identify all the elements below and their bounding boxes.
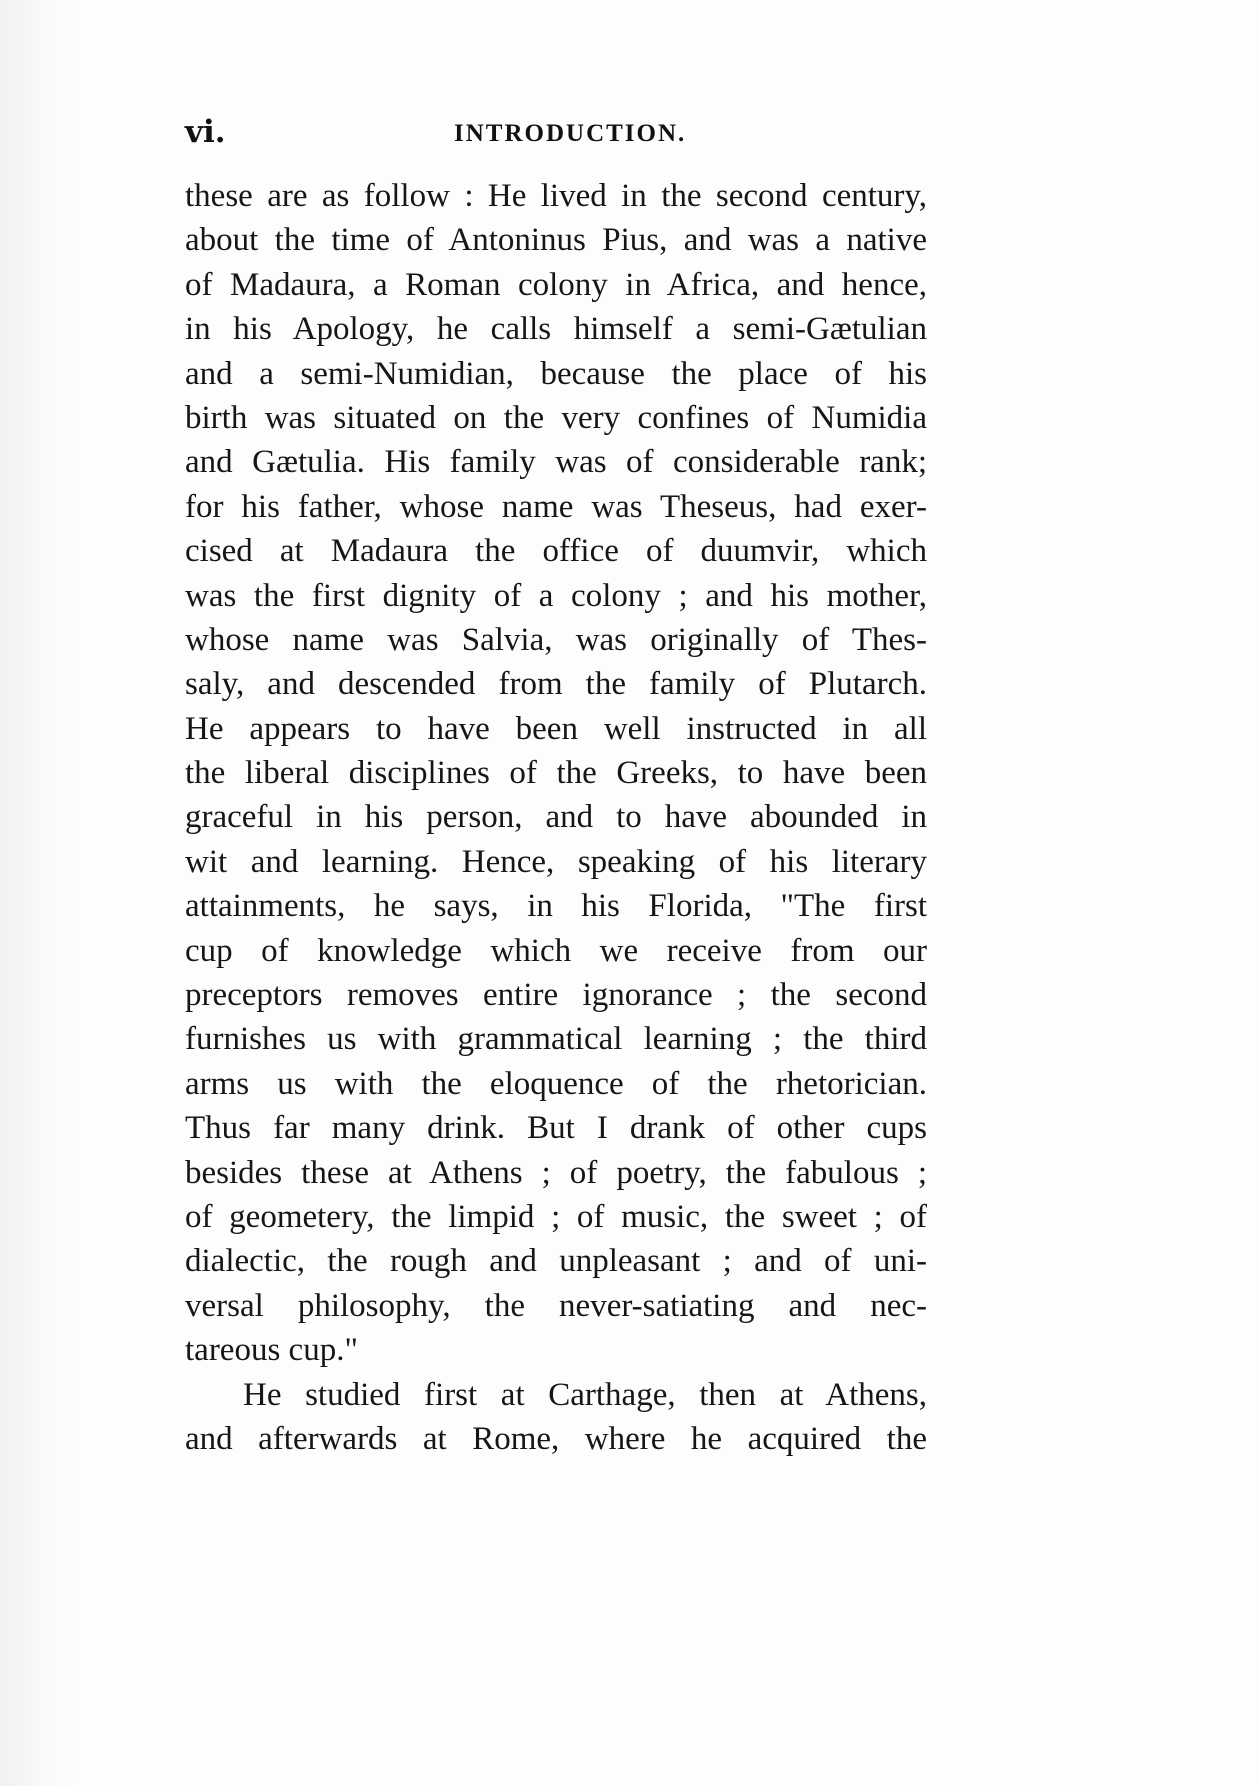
text-line-paragraph-start: He studied first at Carthage, then at Athens,	[243, 1376, 927, 1413]
text-line: and Gætulia. His family was of considerable rank;	[185, 444, 927, 481]
text-line: birth was situated on the very confines of Numidia	[185, 399, 927, 436]
text-line: and a semi-Numidian, because the place of his	[185, 355, 927, 392]
text-line: in his Apology, he calls himself a semi-Gætulian	[185, 311, 927, 348]
text-line: of geometery, the limpid ; of music, the sweet ; of	[185, 1198, 927, 1235]
text-line: graceful in his person, and to have abounded in	[185, 799, 927, 836]
text-line: dialectic, the rough and unpleasant ; and of uni-	[185, 1243, 927, 1280]
text-line: and afterwards at Rome, where he acquired the	[185, 1420, 927, 1457]
text-line: He appears to have been well instructed in all	[185, 710, 927, 747]
page-number: vi.	[185, 114, 226, 150]
text-line: cised at Madaura the office of duumvir, which	[185, 533, 927, 570]
text-line: for his father, whose name was Theseus, had exer-	[185, 488, 927, 525]
text-line: these are as follow : He lived in the second century,	[185, 178, 927, 214]
text-line-paragraph-end: tareous cup."	[185, 1332, 358, 1369]
text-line: whose name was Salvia, was originally of Thes-	[185, 621, 927, 658]
text-line: Thus far many drink. But I drank of other cups	[185, 1110, 927, 1147]
text-line: the liberal disciplines of the Greeks, to have been	[185, 755, 927, 792]
text-line: versal philosophy, the never-satiating and nec-	[185, 1287, 927, 1324]
text-line: saly, and descended from the family of Plutarch.	[185, 666, 927, 703]
text-line: cup of knowledge which we receive from our	[185, 932, 927, 969]
text-line: was the first dignity of a colony ; and his mother,	[185, 577, 927, 614]
text-line: of Madaura, a Roman colony in Africa, and hence,	[185, 266, 927, 303]
text-line: wit and learning. Hence, speaking of his literary	[185, 843, 927, 880]
text-line: arms us with the eloquence of the rhetorician.	[185, 1065, 927, 1102]
scan-shadow	[0, 0, 78, 1786]
running-head: INTRODUCTION.	[454, 120, 687, 147]
text-line: about the time of Antoninus Pius, and was a native	[185, 222, 927, 259]
text-line: preceptors removes entire ignorance ; the second	[185, 977, 927, 1014]
text-line: furnishes us with grammatical learning ; the third	[185, 1021, 927, 1058]
text-line: attainments, he says, in his Florida, "The first	[185, 888, 927, 925]
text-line: besides these at Athens ; of poetry, the fabulous ;	[185, 1154, 927, 1191]
body-text	[185, 174, 927, 1461]
page-header	[185, 112, 927, 162]
